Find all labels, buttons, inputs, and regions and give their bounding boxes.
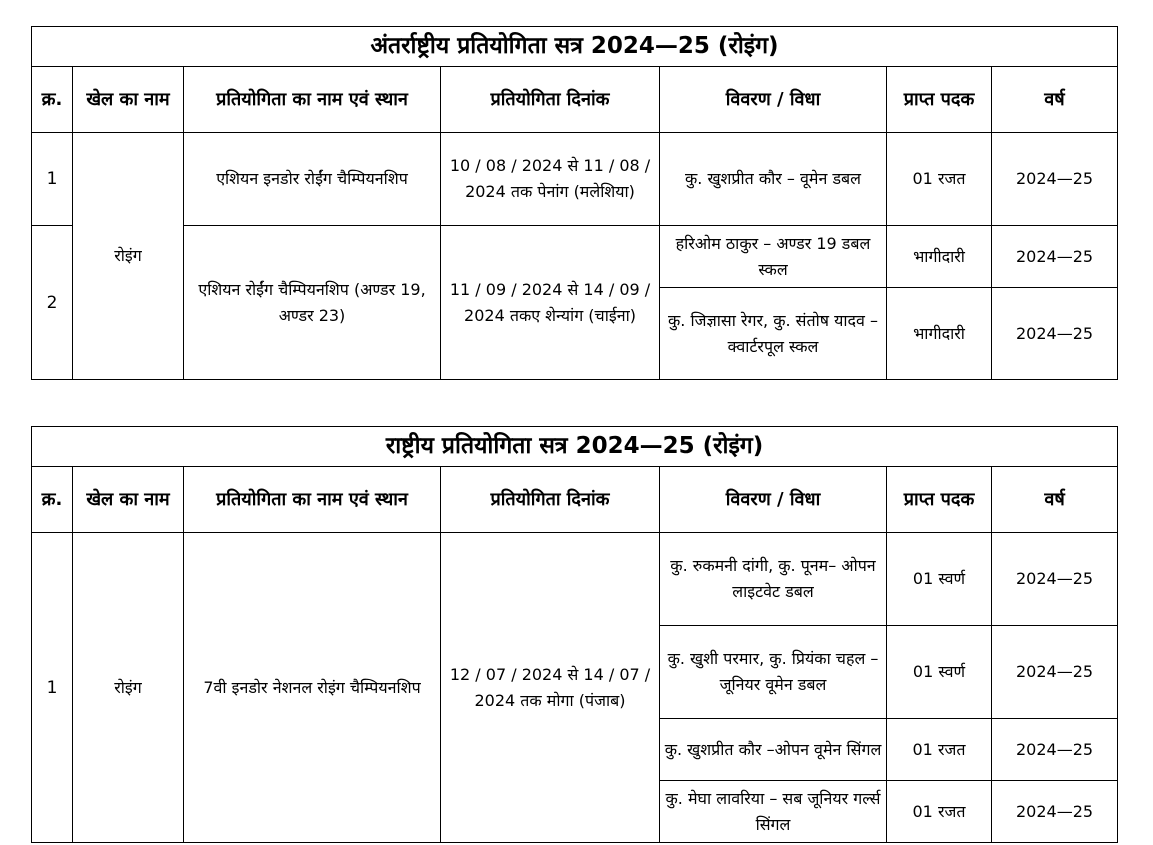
- row-date: 10 / 08 / 2024 से 11 / 08 / 2024 तक पेनांग (मलेशिया): [441, 133, 660, 226]
- row-detail: कु. खुशप्रीत कौर –ओपन वूमेन सिंगल: [660, 719, 887, 781]
- header-detail: विवरण / विधा: [660, 67, 887, 133]
- header-sn: क्र.: [32, 467, 73, 533]
- row-medal: 01 रजत: [887, 781, 992, 843]
- national-table-title: राष्ट्रीय प्रतियोगिता सत्र 2024—25 (रोइंग): [32, 427, 1118, 467]
- row-date: 11 / 09 / 2024 से 14 / 09 / 2024 तकए शेन्यांग (चाईना): [441, 226, 660, 380]
- international-table-title: अंतर्राष्ट्रीय प्रतियोगिता सत्र 2024—25 (रोइंग): [32, 27, 1118, 67]
- row-medal: 01 रजत: [887, 133, 992, 226]
- row-year: 2024—25: [992, 719, 1118, 781]
- row-medal: भागीदारी: [887, 226, 992, 288]
- row-medal: 01 स्वर्ण: [887, 626, 992, 719]
- row-detail: कु. खुशप्रीत कौर – वूमेन डबल: [660, 133, 887, 226]
- national-table: [31, 426, 1118, 843]
- header-competition: प्रतियोगिता का नाम एवं स्थान: [184, 467, 441, 533]
- header-date: प्रतियोगिता दिनांक: [441, 467, 660, 533]
- row-sport: रोइंग: [73, 133, 184, 380]
- header-medal: प्राप्त पदक: [887, 67, 992, 133]
- row-competition: 7वी इनडोर नेशनल रोइंग चैम्पियनशिप: [184, 533, 441, 843]
- table-row: [32, 226, 1118, 288]
- header-detail: विवरण / विधा: [660, 467, 887, 533]
- row-date: 12 / 07 / 2024 से 14 / 07 / 2024 तक मोगा (पंजाब): [441, 533, 660, 843]
- row-detail: कु. जिज्ञासा रेगर, कु. संतोष यादव – क्वार्टरपूल स्कल: [660, 288, 887, 380]
- header-year: वर्ष: [992, 467, 1118, 533]
- header-sn: क्र.: [32, 67, 73, 133]
- table-row: [32, 533, 1118, 626]
- row-year: 2024—25: [992, 226, 1118, 288]
- header-sport: खेल का नाम: [73, 467, 184, 533]
- row-year: 2024—25: [992, 626, 1118, 719]
- header-row: [32, 467, 1118, 533]
- header-row: [32, 67, 1118, 133]
- row-year: 2024—25: [992, 288, 1118, 380]
- row-competition: एशियन रोईंग चैम्पियनशिप (अण्डर 19, अण्डर 23): [184, 226, 441, 380]
- row-year: 2024—25: [992, 133, 1118, 226]
- header-medal: प्राप्त पदक: [887, 467, 992, 533]
- row-detail: कु. रुकमनी दांगी, कु. पूनम– ओपन लाइटवेट डबल: [660, 533, 887, 626]
- row-sport: रोइंग: [73, 533, 184, 843]
- header-date: प्रतियोगिता दिनांक: [441, 67, 660, 133]
- row-sn: 1: [32, 133, 73, 226]
- row-detail: कु. मेघा लावरिया – सब जूनियर गर्ल्स सिंगल: [660, 781, 887, 843]
- header-competition: प्रतियोगिता का नाम एवं स्थान: [184, 67, 441, 133]
- row-medal: भागीदारी: [887, 288, 992, 380]
- row-medal: 01 स्वर्ण: [887, 533, 992, 626]
- row-detail: कु. खुशी परमार, कु. प्रियंका चहल –जूनियर वूमेन डबल: [660, 626, 887, 719]
- table-row: [32, 133, 1118, 226]
- row-detail: हरिओम ठाकुर – अण्डर 19 डबल स्कल: [660, 226, 887, 288]
- row-sn: 1: [32, 533, 73, 843]
- international-table: [31, 26, 1118, 380]
- row-year: 2024—25: [992, 533, 1118, 626]
- row-sn: 2: [32, 226, 73, 380]
- row-year: 2024—25: [992, 781, 1118, 843]
- row-medal: 01 रजत: [887, 719, 992, 781]
- row-competition: एशियन इनडोर रोईंग चैम्पियनशिप: [184, 133, 441, 226]
- header-year: वर्ष: [992, 67, 1118, 133]
- header-sport: खेल का नाम: [73, 67, 184, 133]
